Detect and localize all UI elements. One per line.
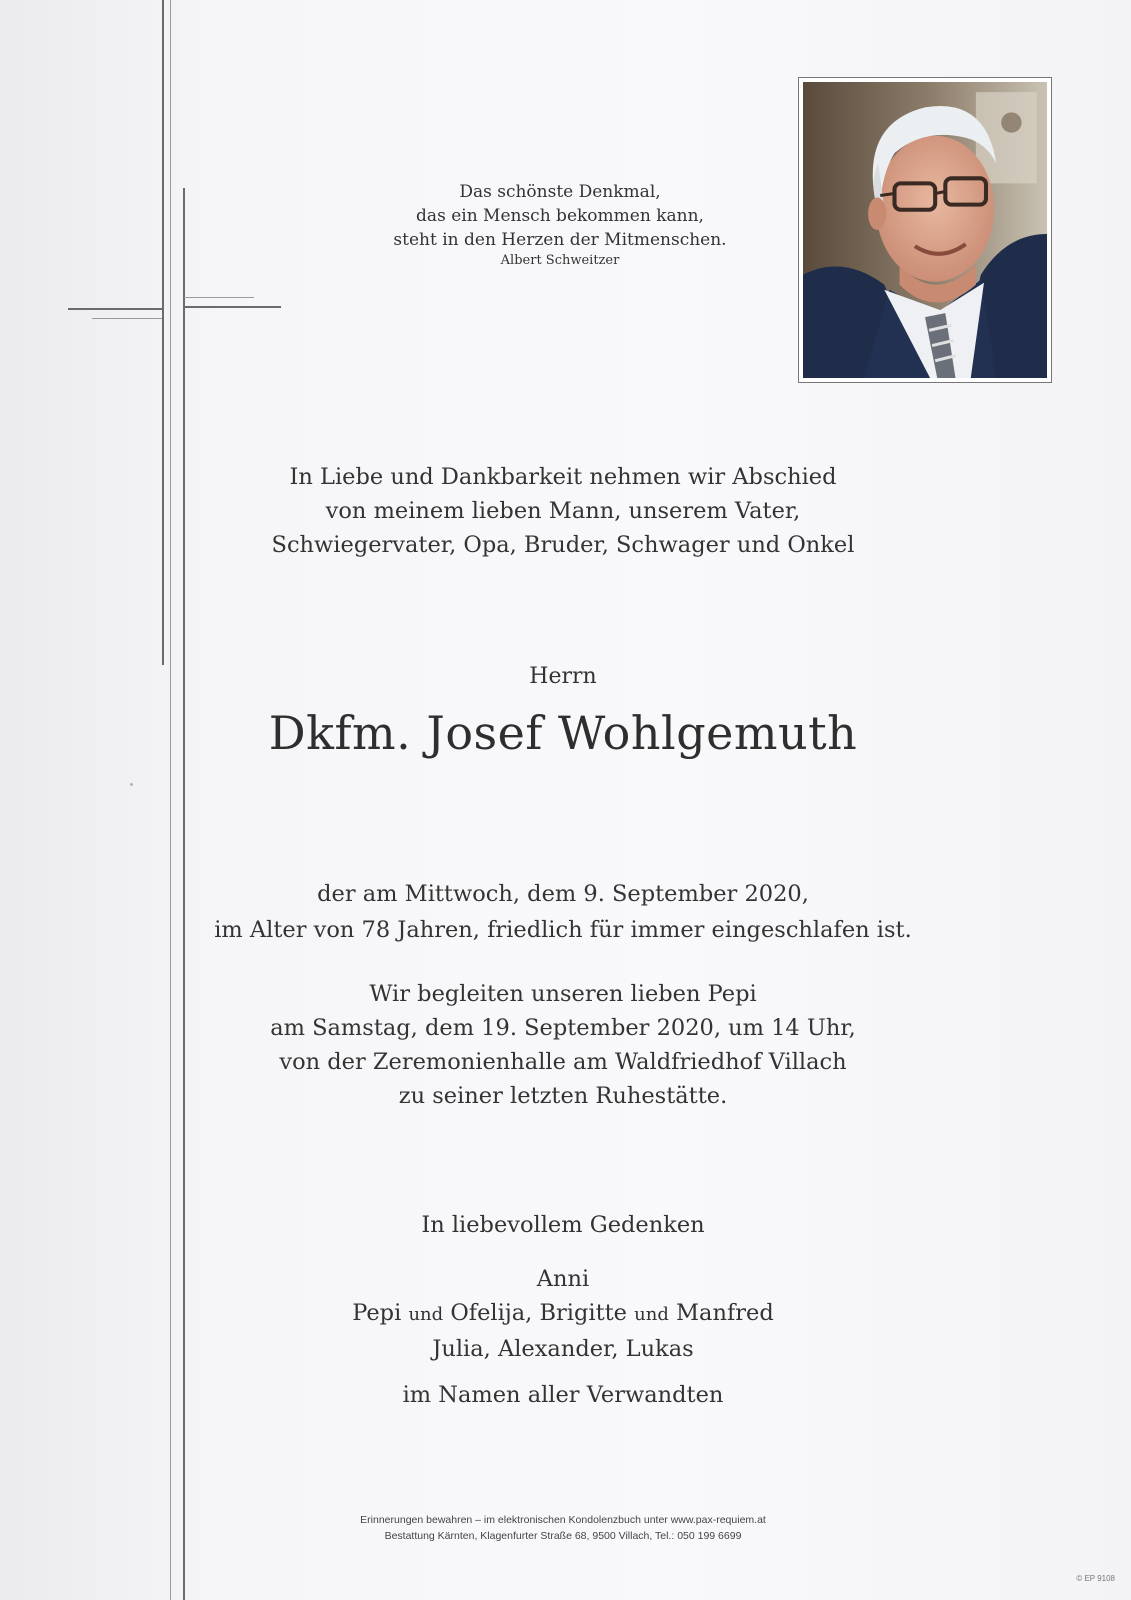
portrait-image [803, 82, 1047, 378]
quote-line: das ein Mensch bekommen kann, [416, 206, 704, 226]
memory-heading: In liebevollem Gedenken [421, 1212, 705, 1238]
family-names [183, 1262, 943, 1366]
funeral-line: zu seiner letzten Ruhestätte. [398, 1083, 728, 1109]
footer-line: Bestattung Kärnten, Klagenfurter Straße 68, 9500 Villach, Tel.: 050 199 6699 [384, 1530, 742, 1542]
family-name: Manfred [676, 1300, 774, 1326]
family-line: Julia, Alexander, Lukas [432, 1336, 694, 1362]
family-name: Ofelija, Brigitte [450, 1300, 627, 1326]
speck [130, 783, 133, 786]
portrait-photo [798, 77, 1052, 383]
salutation: Herrn [529, 664, 597, 689]
family-line: Anni [536, 1266, 590, 1292]
quote-block [330, 180, 790, 270]
death-notice [183, 876, 943, 948]
funeral-line: Wir begleiten unseren lieben Pepi [369, 981, 757, 1007]
cross-horizontal-line-left [68, 308, 163, 310]
family-line [183, 1296, 943, 1332]
deceased-name: Dkfm. Josef Wohlgemuth [268, 706, 858, 760]
intro-line: Schwiegervater, Opa, Bruder, Schwager und Onkel [271, 532, 855, 558]
cross-horizontal-line-left-lower [92, 318, 162, 319]
family-name: Pepi [352, 1300, 402, 1326]
footer-line: Erinnerungen bewahren – im elektronischen Kondolenzbuch unter www.pax-requiem.at [360, 1514, 766, 1526]
farewell-intro [183, 460, 943, 562]
quote-author: Albert Schweitzer [500, 253, 620, 268]
cross-vertical-line-left [162, 0, 164, 665]
funeral-details [183, 977, 943, 1113]
death-line: im Alter von 78 Jahren, friedlich für immer eingeschlafen ist. [214, 917, 912, 943]
quote-line: Das schönste Denkmal, [459, 182, 661, 202]
margin-line [170, 0, 171, 1600]
intro-line: In Liebe und Dankbarkeit nehmen wir Abschied [289, 464, 837, 490]
funeral-line: am Samstag, dem 19. September 2020, um 14 Uhr, [270, 1015, 856, 1041]
cross-horizontal-line-right [184, 306, 281, 308]
funeral-line: von der Zeremonienhalle am Waldfriedhof Villach [279, 1049, 847, 1075]
conjunction: und [408, 1304, 444, 1325]
footer [183, 1512, 943, 1544]
cross-horizontal-line-right-upper [184, 297, 254, 298]
print-code: © EP 9108 [1076, 1574, 1115, 1583]
relatives-line: im Namen aller Verwandten [402, 1382, 724, 1408]
death-line: der am Mittwoch, dem 9. September 2020, [317, 881, 809, 907]
intro-line: von meinem lieben Mann, unserem Vater, [325, 498, 801, 524]
quote-line: steht in den Herzen der Mitmenschen. [393, 230, 727, 250]
conjunction: und [634, 1304, 669, 1325]
